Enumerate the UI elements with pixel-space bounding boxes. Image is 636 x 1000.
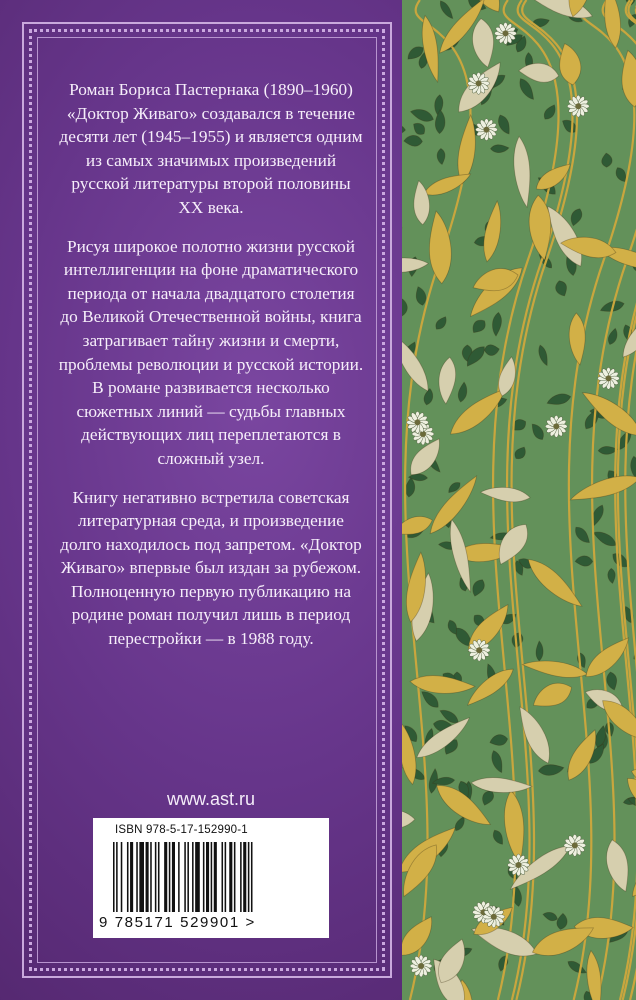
dark-leaf [411, 120, 428, 137]
dark-leaf [572, 524, 593, 545]
daisy-flower-icon [564, 834, 586, 856]
dark-leaf [605, 671, 619, 691]
floral-pattern-panel [402, 0, 636, 1000]
dark-leaf [536, 344, 550, 367]
dark-leaf [489, 733, 509, 747]
floral-pattern [402, 0, 636, 1000]
dark-leaf [568, 207, 584, 227]
dark-leaf [433, 315, 449, 332]
barcode-bar [172, 842, 175, 912]
gold-leaf [568, 312, 588, 365]
gold-leaf [501, 789, 529, 865]
annotation-paragraph-2: Рисуя широкое полотно жизни русской интеллигенции на фоне драматического периода от начала двадцатого столетия до Великой Отечественной войны, книга затрагивает тайну жизни и смерти, проблемы революции и русской истории. В романе развивается несколько сюжетных линий — судьбы главных действующих лиц переплетаются в сложный узел. [58, 236, 364, 468]
barcode-bar [251, 842, 253, 912]
dark-leaf [538, 763, 565, 777]
dark-leaf [404, 135, 423, 146]
barcode-bar [229, 842, 232, 912]
dark-leaf [546, 391, 572, 407]
dark-leaf [484, 344, 500, 356]
barcode-bar [192, 842, 194, 912]
cream-leaf [601, 838, 634, 895]
cream-leaf [470, 17, 498, 69]
barcode-bar [225, 842, 227, 912]
dark-leaf [437, 0, 455, 21]
vine-stem [625, 0, 636, 1000]
gold-leaf [426, 210, 454, 284]
barcode-bar [214, 842, 217, 912]
barcode-digits: 9 785171 529901 > [99, 914, 256, 931]
cream-leaf [511, 136, 534, 209]
dark-leaf [437, 148, 446, 165]
gold-leaf [618, 49, 636, 108]
book-annotation [58, 78, 364, 666]
barcode-bar [184, 842, 186, 912]
barcode-bar [234, 842, 236, 912]
barcode-bar [195, 842, 200, 912]
dark-leaf [457, 382, 468, 403]
dark-leaf [553, 279, 569, 298]
barcode-bar [222, 842, 224, 912]
cream-leaf [402, 256, 429, 276]
dark-leaf [542, 910, 559, 922]
barcode-bar [130, 842, 133, 912]
barcode-bar [155, 842, 157, 912]
dark-leaf [491, 828, 506, 846]
barcode-bar [178, 842, 180, 912]
barcode-bar [243, 842, 246, 912]
dark-leaf [589, 503, 606, 528]
barcode-bar [139, 842, 144, 912]
dark-leaf [405, 477, 416, 497]
dark-leaf [470, 577, 487, 598]
dark-leaf [575, 556, 593, 566]
dark-leaf [491, 312, 502, 337]
publisher-url: www.ast.ru [166, 789, 256, 809]
dark-leaf [542, 103, 559, 122]
gold-leaf [627, 849, 636, 901]
barcode-bar [240, 842, 242, 912]
barcode-bar [203, 842, 205, 912]
barcode-bar [211, 842, 213, 912]
daisy-flower-icon [410, 955, 432, 977]
daisy-flower-icon [567, 95, 589, 117]
barcode-bar [116, 842, 118, 912]
cream-leaf [480, 485, 531, 504]
cream-leaf [412, 180, 432, 225]
gold-leaf [529, 677, 576, 714]
dark-leaf [601, 153, 612, 167]
daisy-flower-icon [476, 119, 498, 141]
daisy-flower-icon [545, 415, 567, 437]
barcode-bars [113, 842, 313, 914]
gold-leaf [402, 911, 440, 962]
barcode-bar [164, 842, 167, 912]
dark-leaf [591, 528, 618, 549]
dark-leaf [402, 298, 408, 317]
dark-leaf [529, 421, 547, 441]
cream-leaf [512, 703, 557, 767]
barcode-bar [127, 842, 129, 912]
gold-leaf [480, 200, 505, 263]
barcode-bar [146, 842, 149, 912]
barcode-bar [121, 842, 123, 912]
dark-leaf [556, 913, 568, 931]
dark-leaf [423, 388, 435, 406]
cream-leaf [402, 809, 415, 830]
dark-leaf [495, 113, 513, 136]
barcode-bar [158, 842, 160, 912]
isbn-barcode [93, 818, 329, 938]
dark-leaf [566, 959, 588, 977]
barcode-bar [169, 842, 171, 912]
barcode-bar [206, 842, 209, 912]
barcode-bar [150, 842, 152, 912]
barcode-bar [113, 842, 115, 912]
dark-leaf [409, 106, 435, 123]
barcode-bar [187, 842, 189, 912]
isbn-label: ISBN 978-5-17-152990-1 [115, 824, 248, 836]
dark-leaf [536, 641, 543, 661]
dark-leaf [489, 749, 505, 774]
annotation-paragraph-1: Роман Бориса Пастернака (1890–1960) «Доктор Живаго» создавался в течение десяти лет (1945–1955) и является одним из самых значимых произведений русской литературы второй половины XX века. [59, 80, 363, 217]
cream-leaf [437, 356, 457, 404]
dark-leaf [576, 652, 588, 669]
barcode-bar [136, 842, 138, 912]
dark-leaf [607, 568, 616, 584]
dark-leaf [402, 124, 406, 134]
dark-leaf [513, 445, 529, 462]
dark-leaf [469, 317, 488, 336]
cream-leaf [471, 776, 533, 794]
barcode-bar [248, 842, 250, 912]
annotation-paragraph-3: Книгу негативно встретила советская литературная среда, и произведение долго находилось под запретом. «Доктор Живаго» впервые был издан за рубежом. Полноценную первую публикацию на родине роман получил лишь в период перестройки — в 1988 году. [60, 487, 362, 649]
dark-leaf [490, 144, 509, 153]
